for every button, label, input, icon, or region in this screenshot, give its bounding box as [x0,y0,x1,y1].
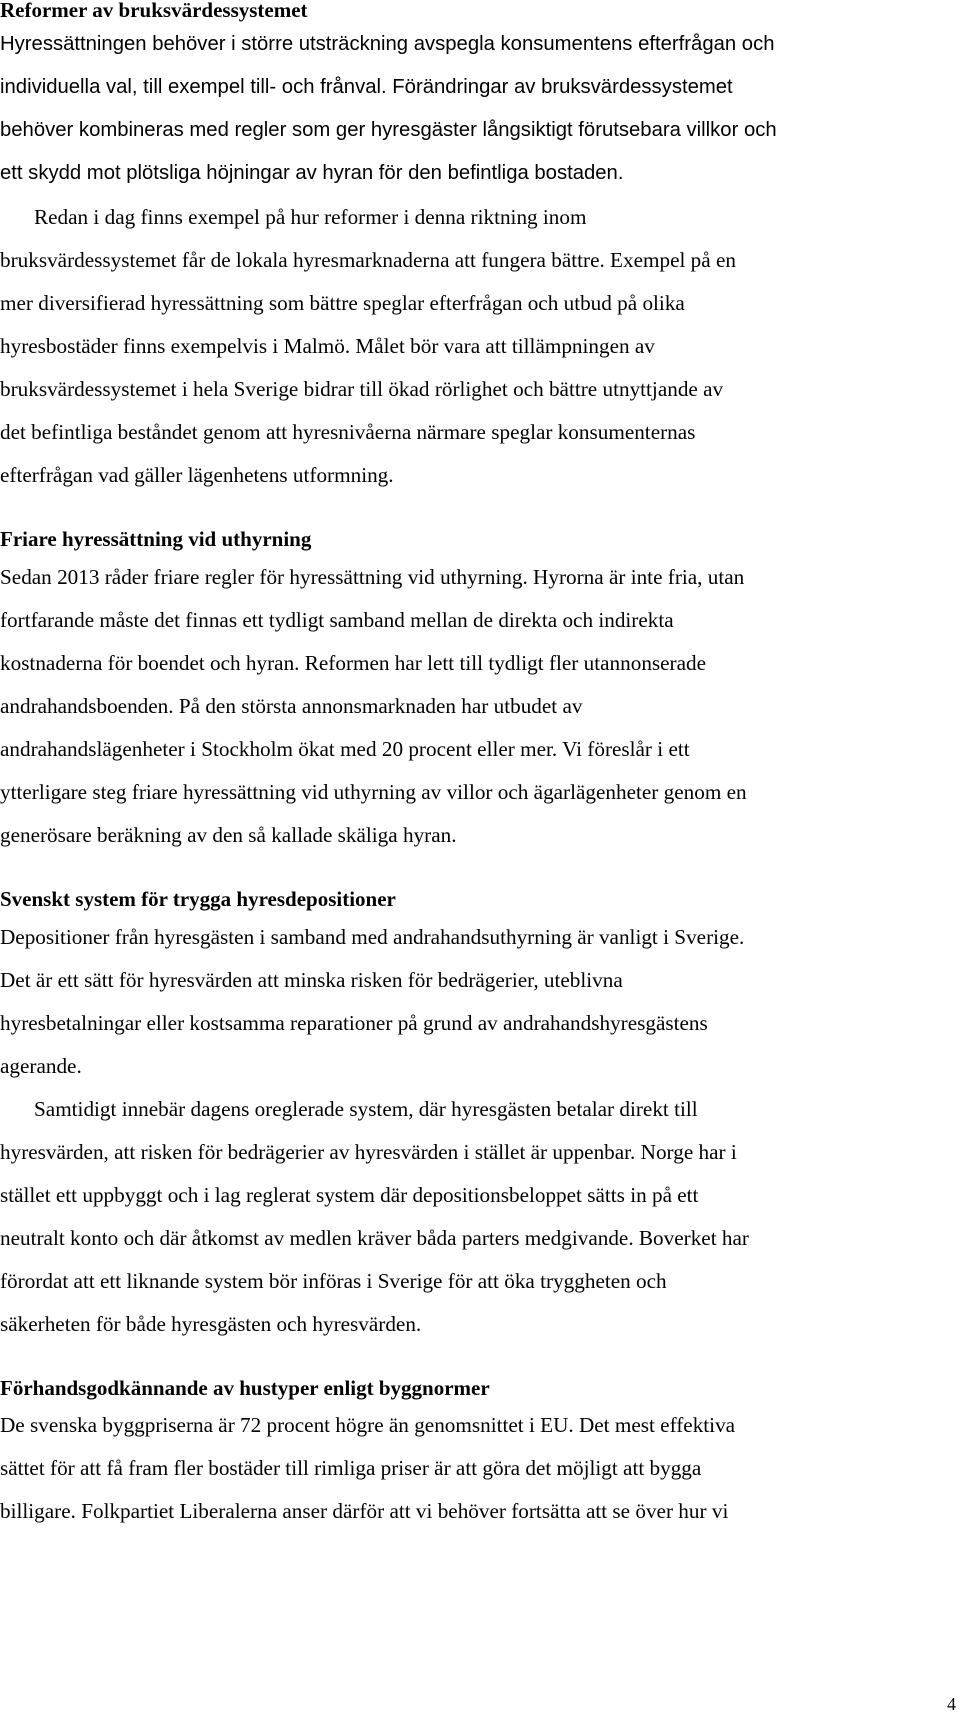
section-heading: Svenskt system för trygga hyresdepositioner [0,887,396,911]
section-heading: Friare hyressättning vid uthyrning [0,527,312,551]
text-line: Sedan 2013 råder friare regler för hyressättning vid uthyrning. Hyrorna är inte fria, utan [0,565,745,589]
text-line: Samtidigt innebär dagens oreglerade system, där hyresgästen betalar direkt till [34,1097,698,1121]
text-line: neutralt konto och där åtkomst av medlen kräver båda parters medgivande. Boverket har [0,1226,749,1250]
text-line: Det är ett sätt för hyresvärden att minska risken för bedrägerier, uteblivna [0,968,623,992]
text-line: Hyressättningen behöver i större utsträckning avspegla konsumentens efterfrågan och [0,33,775,55]
page-number: 4 [947,1694,956,1714]
text-line: behöver kombineras med regler som ger hyresgäster långsiktigt förutsebara villkor och [0,119,777,141]
text-line: efterfrågan vad gäller lägenhetens utformning. [0,463,394,487]
text-line: sättet för att få fram fler bostäder till rimliga priser är att göra det möjligt att bygga [0,1456,702,1480]
text-line: ytterligare steg friare hyressättning vid uthyrning av villor och ägarlägenheter genom en [0,780,747,804]
text-line: generösare beräkning av den så kallade skäliga hyran. [0,823,457,847]
text-line: förordat att ett liknande system bör införas i Sverige för att öka tryggheten och [0,1269,667,1293]
text-line: agerande. [0,1054,82,1078]
text-line: Redan i dag finns exempel på hur reformer i denna riktning inom [34,205,587,229]
text-line: billigare. Folkpartiet Liberalerna anser därför att vi behöver fortsätta att se över hur vi [0,1499,729,1523]
text-line: fortfarande måste det finnas ett tydligt samband mellan de direkta och indirekta [0,608,674,632]
text-line: kostnaderna för boendet och hyran. Reformen har lett till tydligt fler utannonserade [0,651,707,675]
text-line: andrahandslägenheter i Stockholm ökat med 20 procent eller mer. Vi föreslår i ett [0,737,690,761]
text-line: stället ett uppbyggt och i lag reglerat system där depositionsbeloppet sätts in på ett [0,1183,699,1207]
text-line: säkerheten för både hyresgästen och hyresvärden. [0,1312,422,1336]
text-line: hyresbetalningar eller kostsamma reparationer på grund av andrahandshyresgästens [0,1011,708,1035]
text-line: bruksvärdessystemet i hela Sverige bidrar till ökad rörlighet och bättre utnyttjande av [0,377,724,401]
text-line: Depositioner från hyresgästen i samband med andrahandsuthyrning är vanligt i Sverige. [0,925,745,949]
text-line: det befintliga beståndet genom att hyresnivåerna närmare speglar konsumenternas [0,420,696,444]
text-line: andrahandsboenden. På den största annonsmarknaden har utbudet av [0,694,583,718]
section-heading: Förhandsgodkännande av hustyper enligt byggnormer [0,1376,490,1400]
text-line: individuella val, till exempel till- och frånval. Förändringar av bruksvärdessystemet [0,76,733,98]
text-line: hyresvärden, att risken för bedrägerier av hyresvärden i stället är uppenbar. Norge har i [0,1140,737,1164]
text-line: hyresbostäder finns exempelvis i Malmö. Målet bör vara att tillämpningen av [0,334,655,358]
text-line: ett skydd mot plötsliga höjningar av hyran för den befintliga bostaden. [0,162,624,184]
text-line: mer diversifierad hyressättning som bättre speglar efterfrågan och utbud på olika [0,291,685,315]
section-heading: Reformer av bruksvärdessystemet [0,0,308,22]
text-line: De svenska byggpriserna är 72 procent högre än genomsnittet i EU. Det mest effektiva [0,1413,736,1437]
text-line: bruksvärdessystemet får de lokala hyresmarknaderna att fungera bättre. Exempel på en [0,248,736,272]
